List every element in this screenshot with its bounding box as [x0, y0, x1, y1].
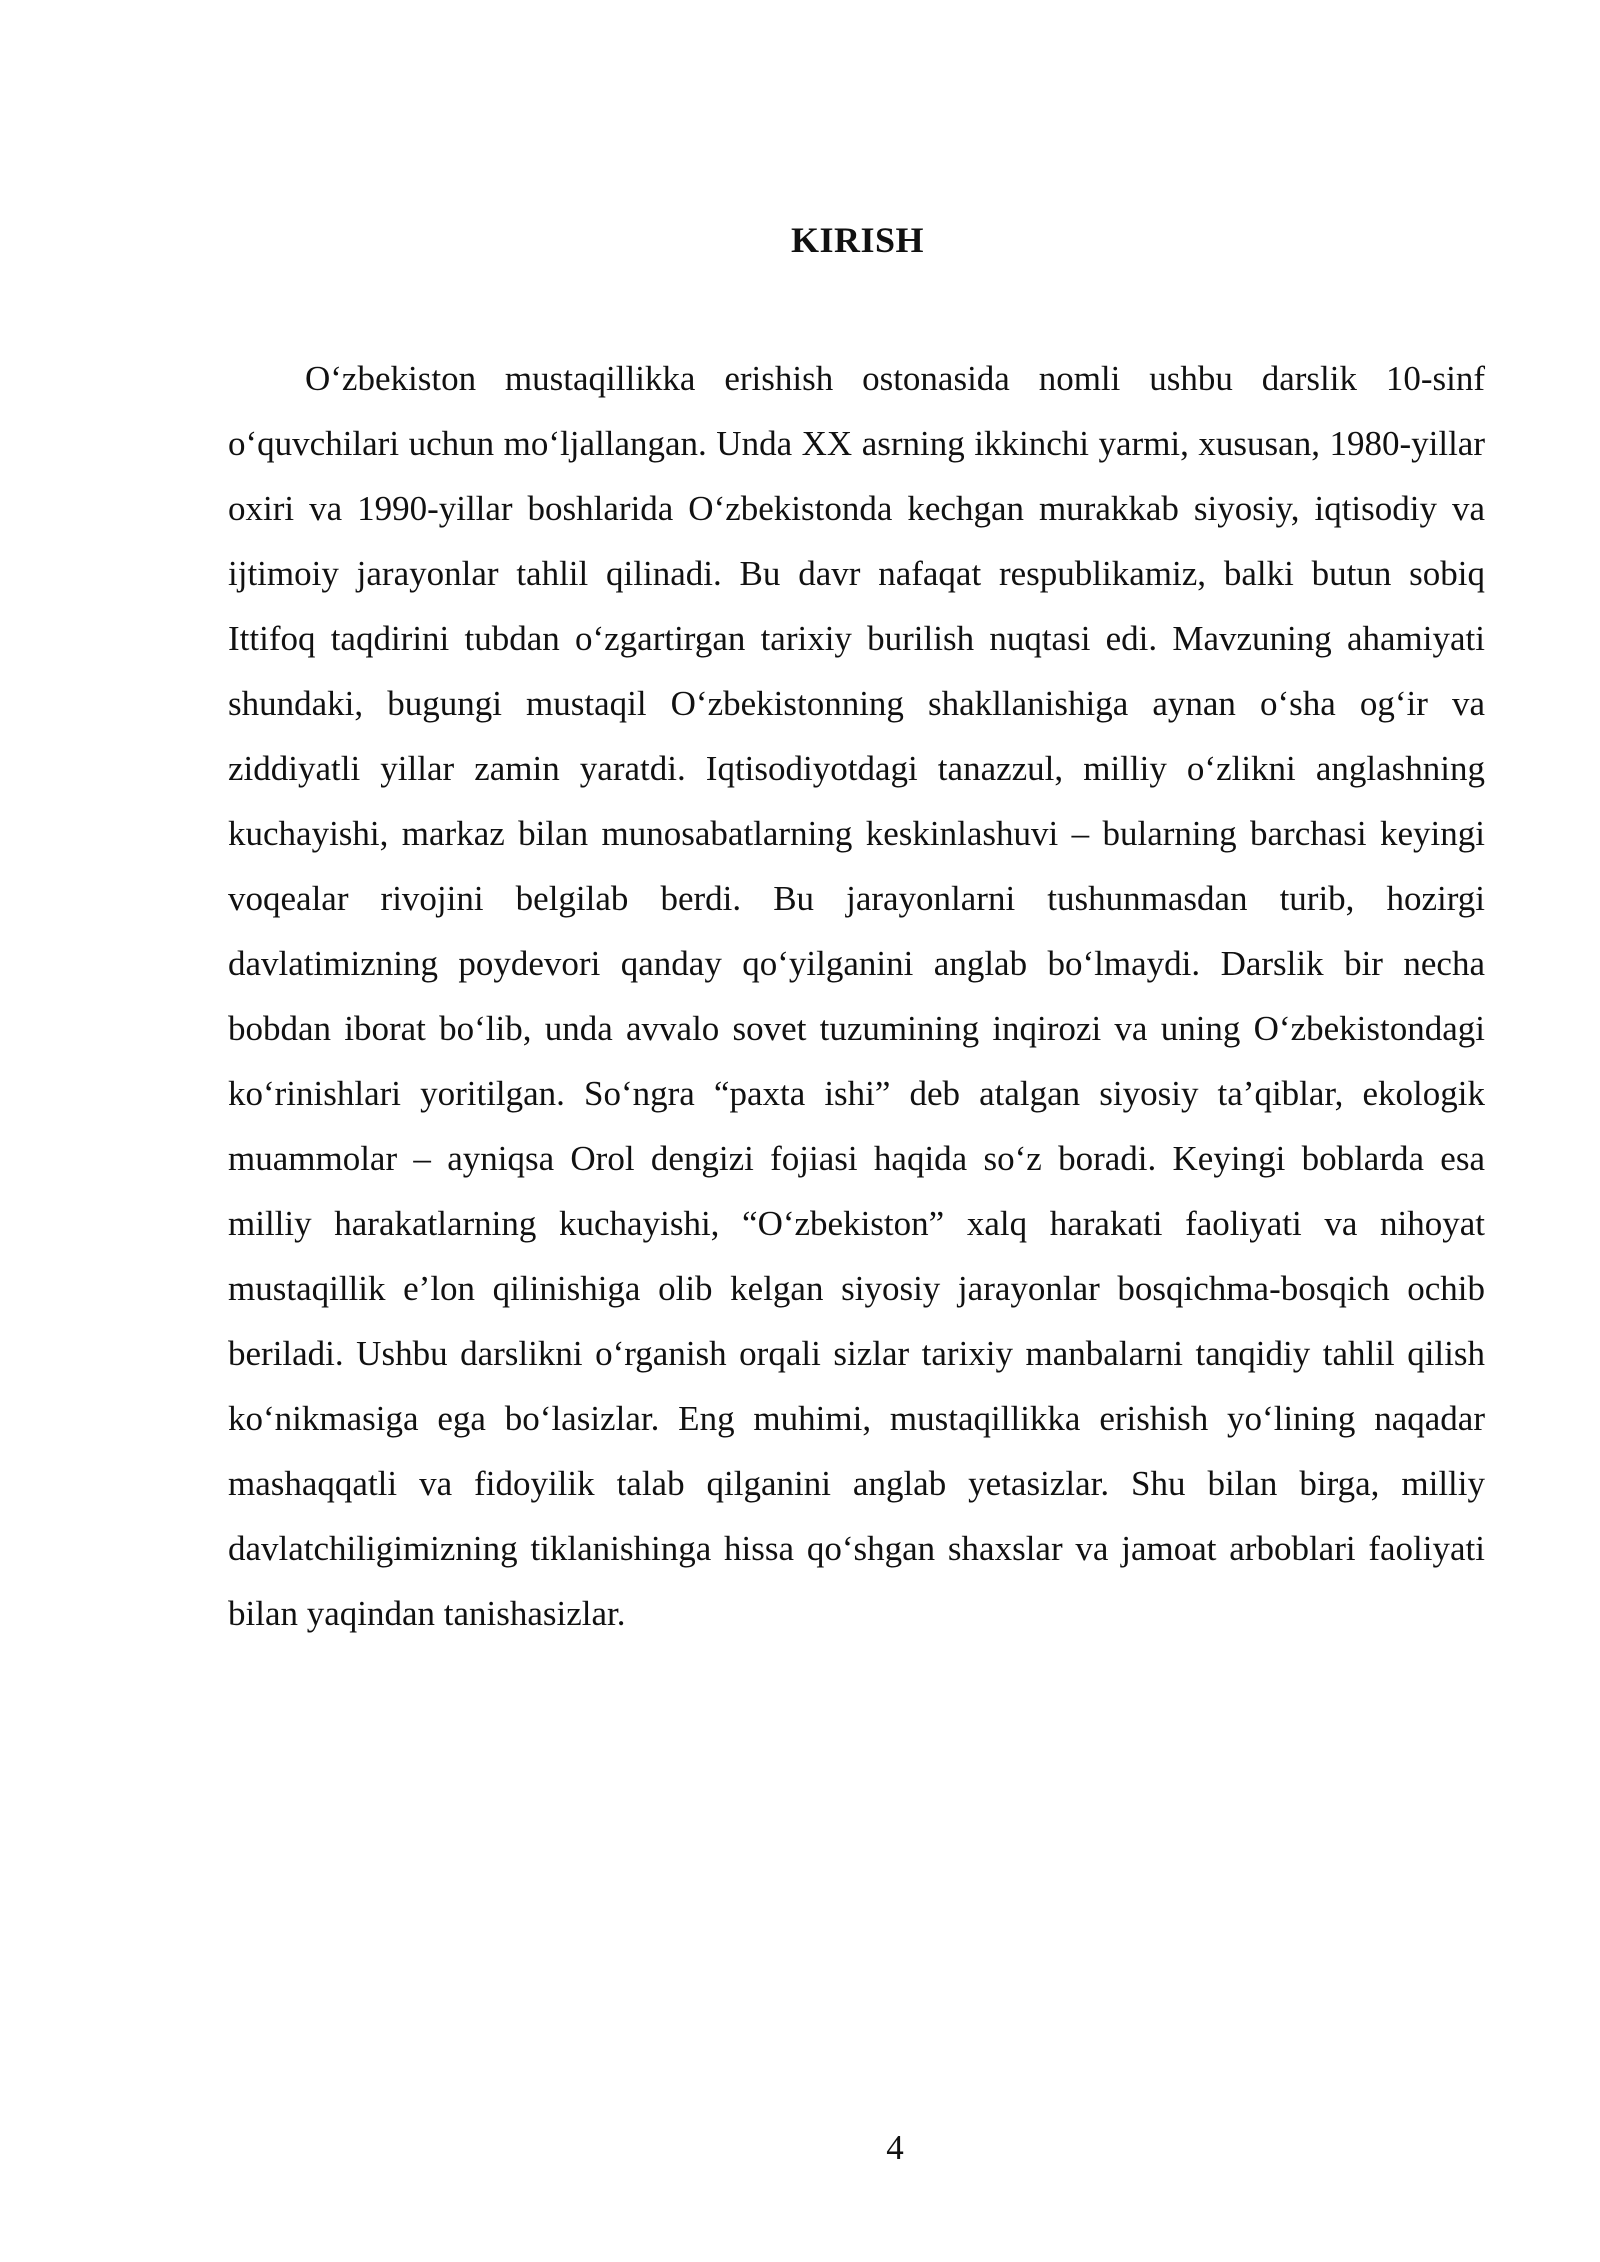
page-number: 4 — [886, 2128, 904, 2167]
section-heading: KIRISH — [790, 220, 925, 260]
body-paragraph: O‘zbekiston mustaqillikka erishish ostonasida nomli ushbu darslik 10-sinf o‘quvchilari uchun mo‘ljallangan. Unda XX asrning ikkinchi yarmi, xususan, 1980-yillar oxiri va 1990-yillar boshlarida O‘zbekistonda kechgan murakkab siyosiy, iqtisodiy va ijtimoiy jarayonlar tahlil qilinadi. Bu davr nafaqat respublikamiz, balki butun sobiq Ittifoq taqdirini tubdan o‘zgartirgan tarixiy burilish nuqtasi edi. Mavzuning ahamiyati shundaki, bugungi mustaqil O‘zbekistonning shakllanishiga aynan o‘sha og‘ir va ziddiyatli yillar zamin yaratdi. Iqtisodiyotdagi tanazzul, milliy o‘zlikni anglashning kuchayishi, markaz bilan munosabatlarning keskinlashuvi – bularning barchasi keyingi voqealar rivojini belgilab berdi. Bu jarayonlarni tushunmasdan turib, hozirgi davlatimizning poydevori qanday qo‘yilganini anglab bo‘lmaydi. Darslik bir necha bobdan iborat bo‘lib, unda avvalo sovet tuzumining inqirozi va uning O‘zbekistondagi ko‘rinishlari yoritilgan. So‘ngra “paxta ishi” deb atalgan siyosiy ta’qiblar, ekologik muammolar – ayniqsa Orol dengizi fojiasi haqida so‘z boradi. Keyingi boblarda esa milliy harakatlarning kuchayishi, “O‘zbekiston” xalq harakati faoliyati va nihoyat mustaqillik e’lon qilinishiga olib kelgan siyosiy jarayonlar bosqichma-bosqich ochib beriladi. Ushbu darslikni o‘rganish orqali sizlar tarixiy manbalarni tanqidiy tahlil qilish ko‘nikmasiga ega bo‘lasizlar. Eng muhimi, mustaqillikka erishish yo‘lining naqadar mashaqqatli va fidoyilik talab qilganini anglab yetasizlar. Shu bilan birga, milliy davlatchiligimizning tiklanishinga hissa qo‘shgan shaxslar va jamoat arboblari faoliyati bilan yaqindan tanishasizlar. — [228, 359, 1485, 1633]
